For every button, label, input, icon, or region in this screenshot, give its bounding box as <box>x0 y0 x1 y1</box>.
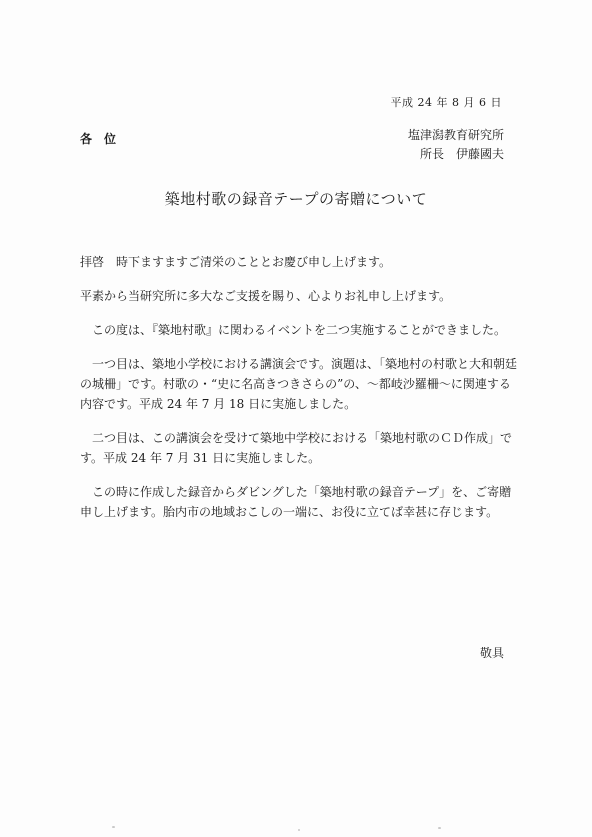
first-event-paragraph: 一つ目は、築地小学校における講演会です。演題は、「築地村の村歌と大和朝廷の城柵」です。村歌の・“史に名高きつきさらの”の、～都岐沙羅柵～に関連する内容です。平成 24 年 7 月 18 日に実施しました。 <box>80 357 518 411</box>
letter-subject: 築地村歌の録音テープの寄贈について <box>164 190 428 208</box>
letter-body <box>80 252 520 536</box>
scan-speck <box>112 826 115 828</box>
events-intro-paragraph: この度は、『築地村歌』に関わるイベントを二つ実施することができました。 <box>92 323 507 337</box>
sender-organization: 塩津潟教育研究所 <box>407 128 504 142</box>
scan-speck <box>438 827 441 829</box>
donation-paragraph: この時に作成した録音からダビングした「築地村歌の録音テープ」を、ご寄贈申し上げます。胎内市の地域おこしの一端に、お役に立てば幸甚に存じます。 <box>80 485 512 519</box>
greeting-paragraph: 拝啓 時下ますますご清栄のこととお慶び申し上げます。 <box>80 255 392 269</box>
sender-signatory: 所長 伊藤國夫 <box>419 147 504 161</box>
scan-speck <box>298 829 300 831</box>
thanks-paragraph: 平素から当研究所に多大なご支援を賜り、心よりお礼申し上げます。 <box>80 289 452 303</box>
sender-block <box>408 126 504 164</box>
addressee: 各 位 <box>80 132 117 146</box>
second-event-paragraph: 二つ目は、この講演会を受けて築地中学校における「築地村歌のＣＤ作成」です。平成 24 年 7 月 31 日に実施しました。 <box>80 431 513 465</box>
letter-date: 平成 24 年 8 月 6 日 <box>390 96 502 109</box>
closing-remark: 敬具 <box>479 646 504 660</box>
